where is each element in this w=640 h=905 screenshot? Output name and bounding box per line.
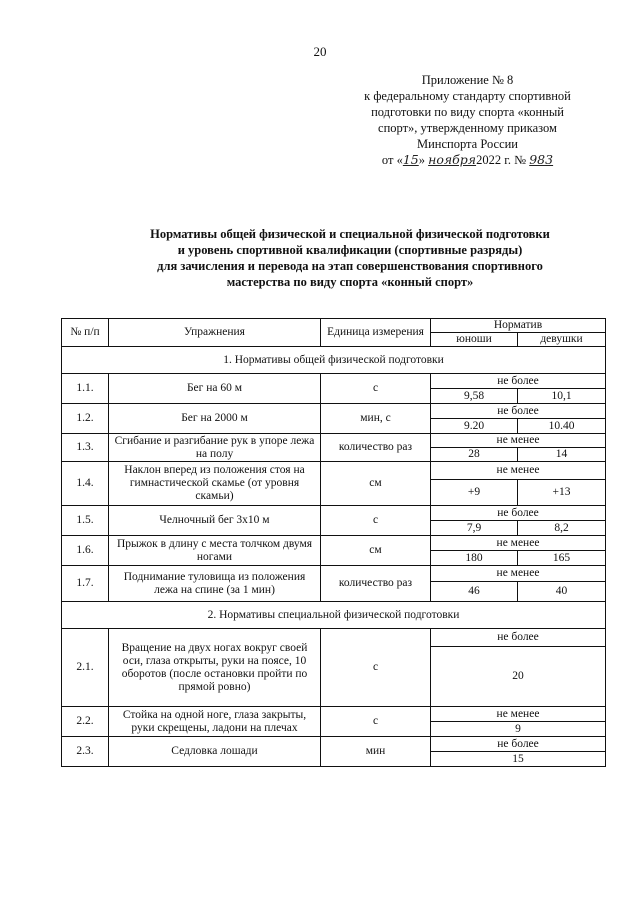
- row-value: 20: [431, 647, 606, 707]
- row-num: 1.3.: [62, 434, 109, 462]
- row-condition: не менее: [431, 434, 606, 448]
- appendix-line: Минспорта России: [416, 137, 519, 151]
- row-exercise: Челночный бег 3х10 м: [109, 506, 321, 536]
- row-unit: с: [321, 707, 431, 737]
- order-month-handwritten: ноября: [428, 152, 477, 167]
- row-num: 1.1.: [62, 374, 109, 404]
- row-boys: 9,58: [431, 389, 518, 404]
- row-exercise: Вращение на двух ногах вокруг своей оси, глаза открыты, руки на поясе, 10 оборотов (после остановки пройти по прямой ровно): [109, 629, 321, 707]
- row-boys: 180: [431, 551, 518, 566]
- order-day-handwritten: 15: [402, 152, 419, 167]
- row-unit: с: [321, 506, 431, 536]
- row-girls: 14: [518, 448, 606, 462]
- row-num: 1.5.: [62, 506, 109, 536]
- row-condition: не менее: [431, 462, 606, 480]
- row-exercise: Прыжок в длину с места толчком двумя ногами: [109, 536, 321, 566]
- row-unit: с: [321, 629, 431, 707]
- row-unit: количество раз: [321, 434, 431, 462]
- row-value: 9: [431, 722, 606, 737]
- appendix-line: подготовки по виду спорта «конный: [371, 105, 564, 119]
- row-unit: количество раз: [321, 566, 431, 602]
- row-num: 1.4.: [62, 462, 109, 506]
- row-num: 1.7.: [62, 566, 109, 602]
- row-unit: см: [321, 536, 431, 566]
- row-unit: см: [321, 462, 431, 506]
- row-num: 1.2.: [62, 404, 109, 434]
- row-girls: +13: [518, 480, 606, 506]
- row-exercise: Бег на 2000 м: [109, 404, 321, 434]
- title-line: Нормативы общей физической и специальной физической подготовки: [150, 227, 550, 241]
- row-boys: +9: [431, 480, 518, 506]
- row-value: 15: [431, 752, 606, 767]
- norms-table: [61, 318, 606, 767]
- row-condition: не менее: [431, 707, 606, 722]
- page-number: 20: [313, 44, 327, 59]
- row-condition: не более: [431, 404, 606, 419]
- row-condition: не менее: [431, 566, 606, 582]
- title-line: и уровень спортивной квалификации (спортивные разряды): [177, 243, 523, 257]
- row-condition: не более: [431, 506, 606, 521]
- order-number-handwritten: 983: [529, 152, 554, 167]
- row-condition: не более: [431, 629, 606, 647]
- row-num: 2.2.: [62, 707, 109, 737]
- order-line: [330, 152, 605, 168]
- row-girls: 165: [518, 551, 606, 566]
- row-unit: с: [321, 374, 431, 404]
- row-num: 2.1.: [62, 629, 109, 707]
- row-boys: 7,9: [431, 521, 518, 536]
- header-exercise: Упражнения: [109, 319, 321, 347]
- row-boys: 46: [431, 582, 518, 602]
- order-mid: »: [418, 153, 425, 167]
- header-boys: юноши: [431, 333, 518, 347]
- title-line: мастерства по виду спорта «конный спорт»: [226, 275, 474, 289]
- row-unit: мин, с: [321, 404, 431, 434]
- header-norm: Норматив: [431, 319, 606, 333]
- row-exercise: Поднимание туловища из положения лежа на спине (за 1 мин): [109, 566, 321, 602]
- row-num: 1.6.: [62, 536, 109, 566]
- row-exercise: Седловка лошади: [109, 737, 321, 767]
- header-girls: девушки: [518, 333, 606, 347]
- row-condition: не более: [431, 737, 606, 752]
- row-girls: 10,1: [518, 389, 606, 404]
- row-boys: 9.20: [431, 419, 518, 434]
- row-condition: не более: [431, 374, 606, 389]
- row-exercise: Бег на 60 м: [109, 374, 321, 404]
- row-girls: 8,2: [518, 521, 606, 536]
- document-title: [95, 226, 605, 290]
- row-girls: 40: [518, 582, 606, 602]
- appendix-block: [330, 72, 605, 168]
- order-year: 2022 г. №: [476, 153, 527, 167]
- section2-title: 2. Нормативы специальной физической подготовки: [62, 602, 606, 629]
- header-unit: Единица измерения: [321, 319, 431, 347]
- appendix-title: Приложение № 8: [421, 73, 514, 87]
- row-exercise: Сгибание и разгибание рук в упоре лежа на полу: [109, 434, 321, 462]
- row-condition: не менее: [431, 536, 606, 551]
- section1-title: 1. Нормативы общей физической подготовки: [62, 347, 606, 374]
- row-num: 2.3.: [62, 737, 109, 767]
- row-boys: 28: [431, 448, 518, 462]
- row-girls: 10.40: [518, 419, 606, 434]
- row-exercise: Наклон вперед из положения стоя на гимнастической скамье (от уровня скамьи): [109, 462, 321, 506]
- title-line: для зачисления и перевода на этап совершенствования спортивного: [157, 259, 543, 273]
- row-exercise: Стойка на одной ноге, глаза закрыты, руки скрещены, ладони на плечах: [109, 707, 321, 737]
- row-unit: мин: [321, 737, 431, 767]
- appendix-line: спорт», утвержденному приказом: [378, 121, 557, 135]
- appendix-line: к федеральному стандарту спортивной: [364, 89, 571, 103]
- header-num: № п/п: [62, 319, 109, 347]
- order-prefix: от «: [381, 153, 403, 167]
